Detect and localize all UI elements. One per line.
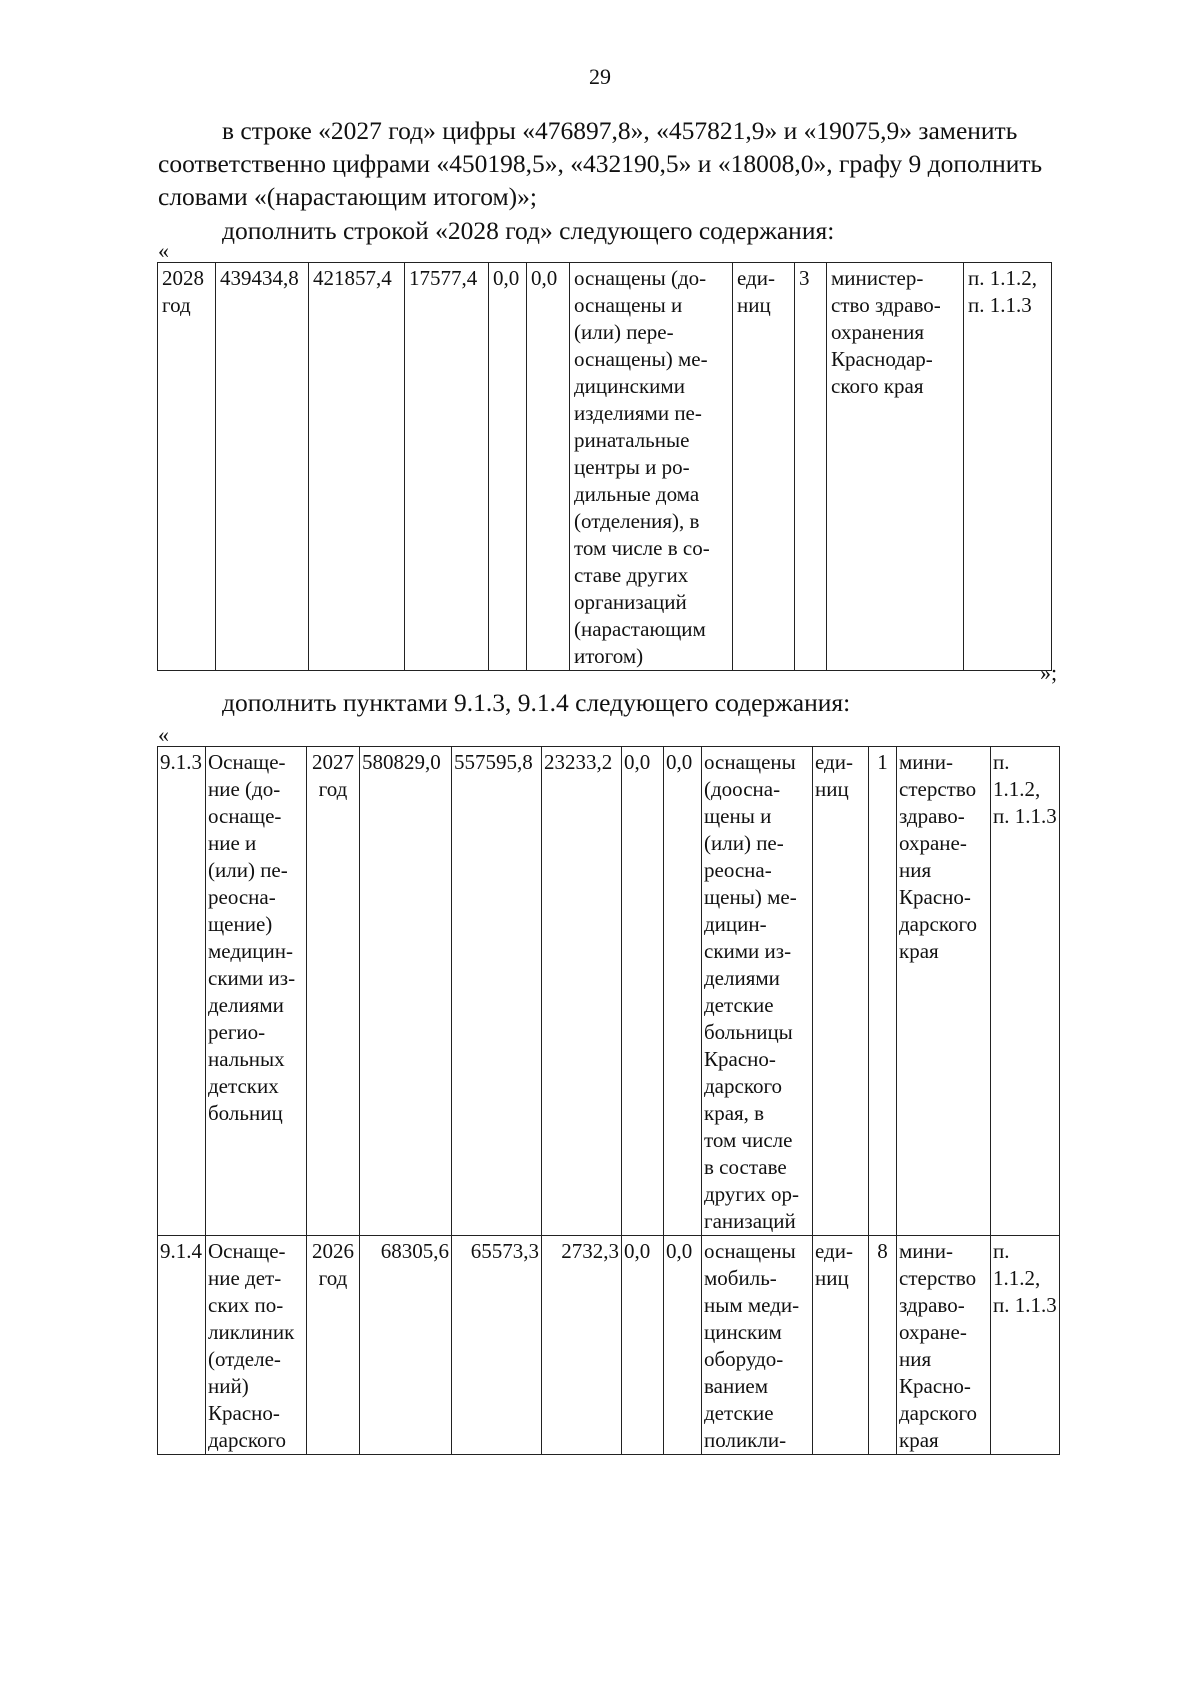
year-cell: 2026 год (307, 1236, 360, 1455)
paragraph-line: соответственно цифрами «450198,5», «432190,5» и «18008,0», графу 9 дополнить (158, 149, 1043, 178)
amount-cell: 0,0 (664, 1236, 702, 1455)
paragraph-line: в строке «2027 год» цифры «476897,8», «457821,9» и «19075,9» заменить (222, 116, 1018, 145)
total-cell: 439434,8 (216, 263, 309, 671)
paragraph-line: дополнить строкой «2028 год» следующего содержания: (222, 216, 835, 245)
value-cell: 1 (869, 747, 897, 1236)
page-number: 29 (589, 64, 611, 89)
table-2028-row (157, 262, 1052, 671)
executor-cell: мини- стерство здраво- охране- ния Красно- дарского края (897, 747, 991, 1236)
amount-cell: 421857,4 (309, 263, 405, 671)
indicator-cell: оснащены мобиль- ным меди- цинским оборудо- ванием детские поликли- (702, 1236, 813, 1455)
amount-cell: 557595,8 (452, 747, 542, 1236)
amount-cell: 0,0 (622, 1236, 664, 1455)
total-cell: 580829,0 (360, 747, 452, 1236)
amount-cell: 17577,4 (405, 263, 489, 671)
year-cell: 2028 год (158, 263, 216, 671)
unit-cell: еди- ниц (733, 263, 795, 671)
item-name-cell: Оснаще- ние дет- ских по- ликлиник (отделе- ний) Красно- дарского (206, 1236, 307, 1455)
indicator-cell: оснащены (доосна- щены и (или) пе- реосна- щены) ме- дицин- скими из- делиями детские больницы Красно- дарского края, в том числе в составе других ор- ганизаций (702, 747, 813, 1236)
open-quote: « (158, 722, 169, 747)
executor-cell: министер- ство здраво- охранения Краснодар- ского края (827, 263, 964, 671)
indicator-cell: оснащены (до- оснащены и (или) пере- оснащены) ме- дицинскими изделиями пе- ринатальные центры и ро- дильные дома (отделения), в том числе в со- ставе других организаций (нарастающим итогом) (570, 263, 733, 671)
table-items-9-1-3-9-1-4 (157, 746, 1060, 1455)
total-cell: 68305,6 (360, 1236, 452, 1455)
unit-cell: еди- ниц (813, 747, 869, 1236)
reference-cell: п. 1.1.2, п. 1.1.3 (964, 263, 1052, 671)
amount-cell: 0,0 (527, 263, 570, 671)
paragraph-line: словами «(нарастающим итогом)»; (158, 182, 537, 211)
table-row (158, 1236, 1060, 1455)
paragraph-line: дополнить пунктами 9.1.3, 9.1.4 следующего содержания: (222, 688, 851, 717)
open-quote: « (158, 238, 169, 263)
amount-cell: 0,0 (622, 747, 664, 1236)
year-cell: 2027 год (307, 747, 360, 1236)
table-row (158, 747, 1060, 1236)
value-cell: 3 (795, 263, 827, 671)
table-row (158, 263, 1052, 671)
item-name-cell: Оснаще- ние (до- оснаще- ние и (или) пе- реосна- щение) медицин- скими из- делиями регио- нальных детских больниц (206, 747, 307, 1236)
close-quote: »; (1040, 660, 1058, 685)
amount-cell: 23233,2 (542, 747, 622, 1236)
amount-cell: 2732,3 (542, 1236, 622, 1455)
amount-cell: 65573,3 (452, 1236, 542, 1455)
executor-cell: мини- стерство здраво- охране- ния Красно- дарского края (897, 1236, 991, 1455)
amount-cell: 0,0 (664, 747, 702, 1236)
amount-cell: 0,0 (489, 263, 527, 671)
value-cell: 8 (869, 1236, 897, 1455)
unit-cell: еди- ниц (813, 1236, 869, 1455)
reference-cell: п. 1.1.2, п. 1.1.3 (991, 1236, 1060, 1455)
reference-cell: п. 1.1.2, п. 1.1.3 (991, 747, 1060, 1236)
item-number-cell: 9.1.4 (158, 1236, 206, 1455)
item-number-cell: 9.1.3 (158, 747, 206, 1236)
